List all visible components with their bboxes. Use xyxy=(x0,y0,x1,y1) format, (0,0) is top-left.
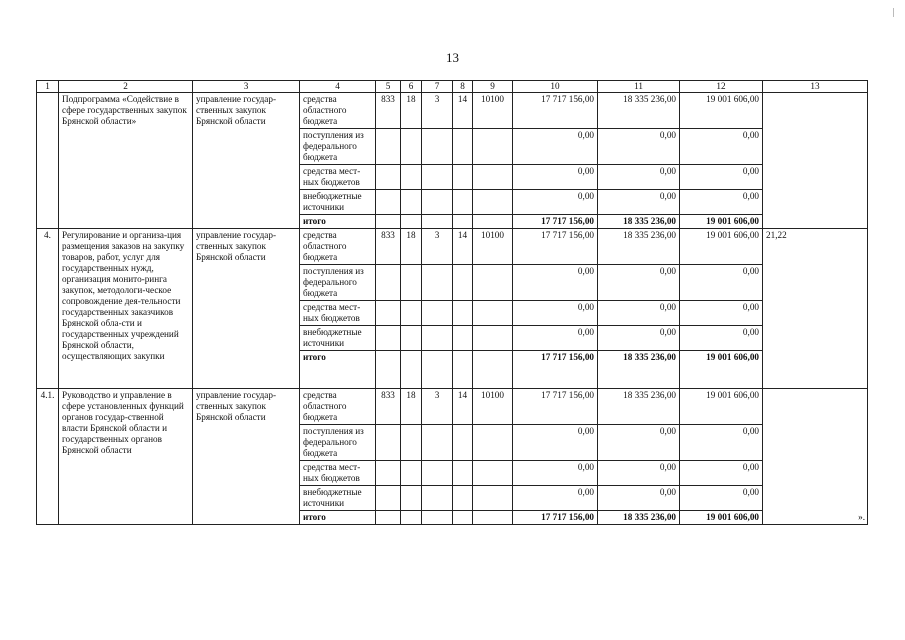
indicator-cell xyxy=(763,93,868,229)
code-cell xyxy=(473,129,513,165)
funding-source-cell: итого xyxy=(300,351,376,389)
amount-cell: 0,00 xyxy=(598,165,680,190)
code-cell: 14 xyxy=(453,93,473,129)
code-cell xyxy=(473,351,513,389)
code-cell xyxy=(376,215,401,229)
amount-cell: 0,00 xyxy=(513,165,598,190)
code-cell xyxy=(376,301,401,326)
amount-cell: 0,00 xyxy=(680,326,763,351)
code-cell xyxy=(376,351,401,389)
code-cell xyxy=(473,461,513,486)
amount-cell: 0,00 xyxy=(513,461,598,486)
header-cell: 3 xyxy=(193,81,300,93)
code-cell xyxy=(473,165,513,190)
amount-cell: 0,00 xyxy=(598,301,680,326)
code-cell xyxy=(401,486,422,511)
code-cell xyxy=(453,215,473,229)
code-cell xyxy=(376,461,401,486)
code-cell xyxy=(473,215,513,229)
program-name-cell: Регулирование и организа-ция размещения заказов на закупку товаров, работ, услуг для государственных нужд, организация монито-ринга закупок, методологи-ческое сопровождение дея-тельности государственных заказчиков Брянской обла-сти и государственных учреждений Брянской области, осуществляющих закупки xyxy=(59,229,193,389)
amount-cell: 18 335 236,00 xyxy=(598,93,680,129)
code-cell: 10100 xyxy=(473,93,513,129)
amount-cell: 0,00 xyxy=(598,461,680,486)
header-cell: 7 xyxy=(422,81,453,93)
amount-cell: 0,00 xyxy=(513,301,598,326)
funding-source-cell: поступления из федерального бюджета xyxy=(300,265,376,301)
row-number-cell xyxy=(37,93,59,229)
code-cell xyxy=(422,511,453,525)
amount-cell: 19 001 606,00 xyxy=(680,229,763,265)
code-cell xyxy=(422,326,453,351)
code-cell xyxy=(422,215,453,229)
funding-source-cell: средства областного бюджета xyxy=(300,93,376,129)
header-cell: 9 xyxy=(473,81,513,93)
amount-cell: 18 335 236,00 xyxy=(598,389,680,425)
amount-cell: 0,00 xyxy=(680,486,763,511)
code-cell: 3 xyxy=(422,389,453,425)
amount-cell: 0,00 xyxy=(513,190,598,215)
table-row xyxy=(37,93,868,129)
code-cell xyxy=(473,486,513,511)
code-cell xyxy=(453,511,473,525)
funding-source-cell: поступления из федерального бюджета xyxy=(300,425,376,461)
amount-cell: 0,00 xyxy=(598,129,680,165)
code-cell xyxy=(422,165,453,190)
code-cell: 14 xyxy=(453,229,473,265)
amount-cell: 0,00 xyxy=(513,265,598,301)
indicator-cell xyxy=(763,389,868,525)
code-cell: 833 xyxy=(376,93,401,129)
funding-source-cell: итого xyxy=(300,511,376,525)
header-cell: 1 xyxy=(37,81,59,93)
amount-cell: 0,00 xyxy=(680,165,763,190)
indicator-cell: 21,22 xyxy=(763,229,868,389)
code-cell xyxy=(453,326,473,351)
code-cell xyxy=(401,265,422,301)
funding-source-cell: внебюджетные источники xyxy=(300,486,376,511)
amount-cell: 19 001 606,00 xyxy=(680,215,763,229)
amount-cell: 17 717 156,00 xyxy=(513,389,598,425)
code-cell xyxy=(422,425,453,461)
funding-source-cell: средства мест-ных бюджетов xyxy=(300,165,376,190)
code-cell xyxy=(422,265,453,301)
amount-cell: 18 335 236,00 xyxy=(598,229,680,265)
code-cell xyxy=(453,129,473,165)
amount-cell: 0,00 xyxy=(513,486,598,511)
code-cell: 18 xyxy=(401,229,422,265)
code-cell xyxy=(401,461,422,486)
code-cell xyxy=(422,351,453,389)
amount-cell: 17 717 156,00 xyxy=(513,351,598,389)
code-cell xyxy=(453,165,473,190)
table-row xyxy=(37,389,868,425)
code-cell: 10100 xyxy=(473,389,513,425)
code-cell xyxy=(376,486,401,511)
amount-cell: 17 717 156,00 xyxy=(513,229,598,265)
amount-cell: 0,00 xyxy=(598,190,680,215)
amount-cell: 19 001 606,00 xyxy=(680,93,763,129)
header-cell: 4 xyxy=(300,81,376,93)
amount-cell: 18 335 236,00 xyxy=(598,351,680,389)
code-cell xyxy=(473,425,513,461)
code-cell xyxy=(453,265,473,301)
row-number-cell: 4.1. xyxy=(37,389,59,525)
program-name-cell: Подпрограмма «Содействие в сфере государственных закупок Брянской области» xyxy=(59,93,193,229)
code-cell xyxy=(401,425,422,461)
code-cell xyxy=(401,301,422,326)
header-row xyxy=(37,81,868,93)
code-cell xyxy=(401,326,422,351)
amount-cell: 18 335 236,00 xyxy=(598,215,680,229)
code-cell xyxy=(473,326,513,351)
code-cell xyxy=(401,511,422,525)
funding-source-cell: итого xyxy=(300,215,376,229)
executor-cell: управление государ-ственных закупок Брянской области xyxy=(193,389,300,525)
amount-cell: 0,00 xyxy=(680,129,763,165)
code-cell xyxy=(473,301,513,326)
scan-edge-mark xyxy=(893,8,894,17)
funding-source-cell: внебюджетные источники xyxy=(300,326,376,351)
header-cell: 2 xyxy=(59,81,193,93)
amount-cell: 0,00 xyxy=(513,326,598,351)
code-cell xyxy=(473,190,513,215)
code-cell xyxy=(401,190,422,215)
code-cell xyxy=(376,326,401,351)
amount-cell: 0,00 xyxy=(513,425,598,461)
amount-cell: 17 717 156,00 xyxy=(513,93,598,129)
code-cell xyxy=(453,461,473,486)
header-cell: 13 xyxy=(763,81,868,93)
header-cell: 5 xyxy=(376,81,401,93)
code-cell xyxy=(422,461,453,486)
amount-cell: 0,00 xyxy=(680,425,763,461)
header-cell: 12 xyxy=(680,81,763,93)
funding-source-cell: средства мест-ных бюджетов xyxy=(300,461,376,486)
header-cell: 11 xyxy=(598,81,680,93)
code-cell: 10100 xyxy=(473,229,513,265)
code-cell xyxy=(453,301,473,326)
table-row xyxy=(37,229,868,265)
code-cell xyxy=(422,486,453,511)
code-cell xyxy=(453,425,473,461)
code-cell xyxy=(473,511,513,525)
code-cell xyxy=(401,351,422,389)
funding-source-cell: внебюджетные источники xyxy=(300,190,376,215)
code-cell xyxy=(401,165,422,190)
amount-cell: 0,00 xyxy=(680,461,763,486)
code-cell xyxy=(453,190,473,215)
amount-cell: 0,00 xyxy=(598,326,680,351)
funding-source-cell: средства мест-ных бюджетов xyxy=(300,301,376,326)
code-cell xyxy=(401,215,422,229)
code-cell xyxy=(376,425,401,461)
code-cell xyxy=(376,511,401,525)
code-cell xyxy=(422,129,453,165)
amount-cell: 0,00 xyxy=(513,129,598,165)
code-cell: 14 xyxy=(453,389,473,425)
executor-cell: управление государ-ственных закупок Брянской области xyxy=(193,93,300,229)
code-cell xyxy=(473,265,513,301)
code-cell: 833 xyxy=(376,389,401,425)
table-body xyxy=(37,81,868,525)
code-cell xyxy=(401,129,422,165)
amount-cell: 17 717 156,00 xyxy=(513,215,598,229)
code-cell xyxy=(422,190,453,215)
amount-cell: 0,00 xyxy=(680,301,763,326)
code-cell: 18 xyxy=(401,93,422,129)
code-cell xyxy=(453,486,473,511)
code-cell: 18 xyxy=(401,389,422,425)
header-cell: 6 xyxy=(401,81,422,93)
header-cell: 10 xyxy=(513,81,598,93)
closing-quote-mark: ». xyxy=(858,512,865,522)
code-cell: 3 xyxy=(422,93,453,129)
code-cell xyxy=(376,129,401,165)
executor-cell: управление государ-ственных закупок Брянской области xyxy=(193,229,300,389)
amount-cell: 19 001 606,00 xyxy=(680,389,763,425)
code-cell: 833 xyxy=(376,229,401,265)
amount-cell: 19 001 606,00 xyxy=(680,511,763,525)
code-cell xyxy=(422,301,453,326)
amount-cell: 0,00 xyxy=(598,265,680,301)
amount-cell: 0,00 xyxy=(598,486,680,511)
code-cell xyxy=(376,165,401,190)
amount-cell: 17 717 156,00 xyxy=(513,511,598,525)
code-cell xyxy=(453,351,473,389)
amount-cell: 19 001 606,00 xyxy=(680,351,763,389)
program-name-cell: Руководство и управление в сфере установленных функций органов государ-ственной власти Брянской области и государственных органов Брянской области xyxy=(59,389,193,525)
code-cell xyxy=(376,265,401,301)
funding-source-cell: средства областного бюджета xyxy=(300,229,376,265)
amount-cell: 18 335 236,00 xyxy=(598,511,680,525)
row-number-cell: 4. xyxy=(37,229,59,389)
page-number: 13 xyxy=(446,50,459,65)
budget-table xyxy=(36,80,868,525)
amount-cell: 0,00 xyxy=(680,190,763,215)
funding-source-cell: средства областного бюджета xyxy=(300,389,376,425)
amount-cell: 0,00 xyxy=(598,425,680,461)
code-cell: 3 xyxy=(422,229,453,265)
code-cell xyxy=(376,190,401,215)
funding-source-cell: поступления из федерального бюджета xyxy=(300,129,376,165)
amount-cell: 0,00 xyxy=(680,265,763,301)
header-cell: 8 xyxy=(453,81,473,93)
